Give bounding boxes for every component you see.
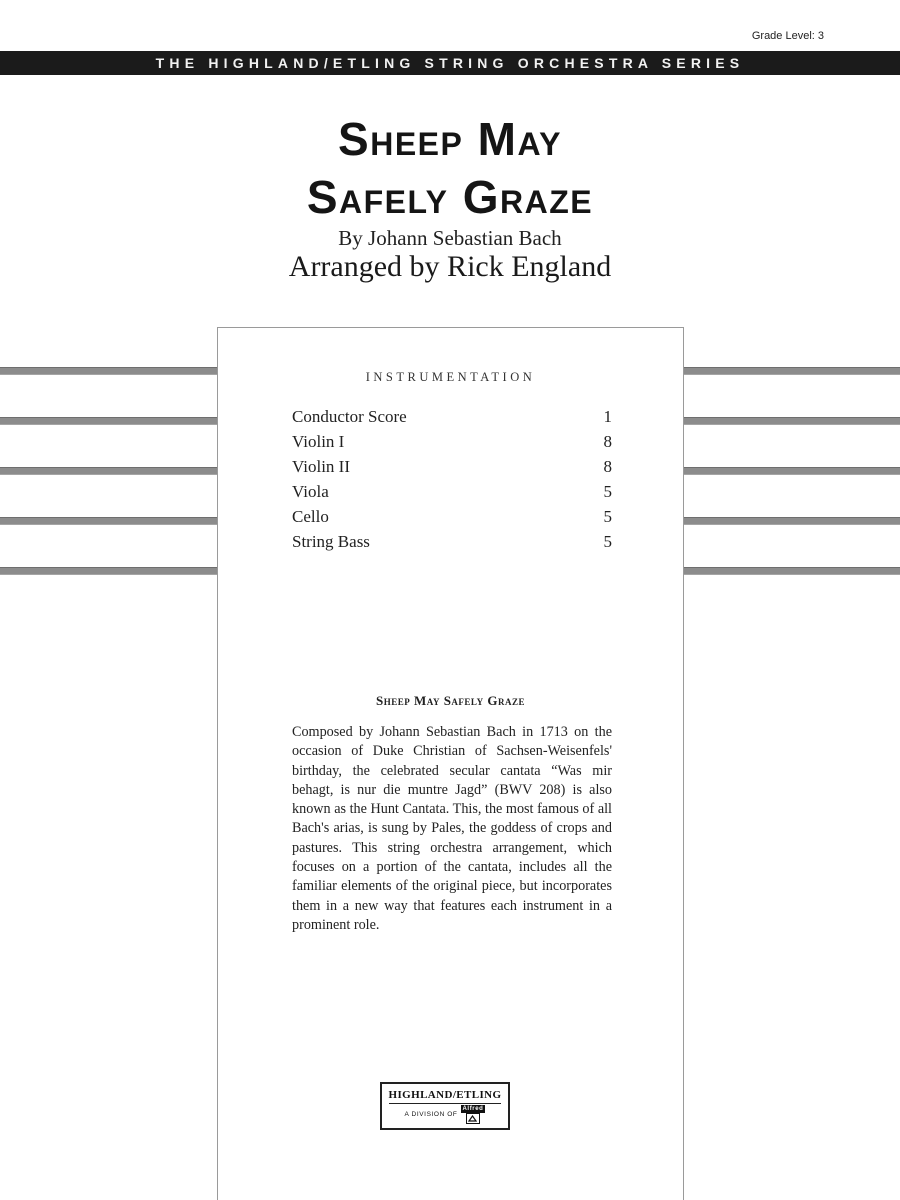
logo-divider <box>389 1103 501 1104</box>
arranger-credit: Arranged by Rick England <box>288 250 612 283</box>
staff-line-left-2 <box>0 417 217 425</box>
description-title: Sheep May Safely Graze <box>376 693 525 708</box>
instrument-name: Viola <box>292 482 329 501</box>
title-line-1: Sheep May <box>338 113 562 165</box>
staff-line-left-1 <box>0 367 217 375</box>
instrument-name: Conductor Score <box>292 407 407 426</box>
instrument-row <box>292 404 612 429</box>
page-title <box>0 110 900 226</box>
staff-line-right-1 <box>684 367 900 375</box>
instrument-quantity: 8 <box>603 432 612 451</box>
instrument-name: Cello <box>292 507 329 526</box>
alfred-logo-icon <box>461 1105 486 1124</box>
instrument-name: Violin I <box>292 432 345 451</box>
alfred-emblem-icon <box>466 1113 480 1124</box>
instrument-quantity: 5 <box>603 532 612 551</box>
publisher-name: HIGHLAND/ETLING <box>388 1089 502 1101</box>
staff-line-right-2 <box>684 417 900 425</box>
content-panel <box>217 327 684 1200</box>
staff-line-left-3 <box>0 467 217 475</box>
instrument-quantity: 8 <box>603 457 612 476</box>
instrumentation-list <box>292 404 612 554</box>
instrument-row <box>292 429 612 454</box>
staff-line-right-3 <box>684 467 900 475</box>
instrument-row <box>292 454 612 479</box>
grade-level: Grade Level: 3 <box>751 30 824 42</box>
staff-line-left-5 <box>0 567 217 575</box>
series-banner: THE HIGHLAND/ETLING STRING ORCHESTRA SERIES <box>0 51 900 75</box>
publisher-division <box>405 1105 486 1124</box>
instrument-quantity: 1 <box>603 407 612 426</box>
staff-line-right-5 <box>684 567 900 575</box>
alfred-wordmark: Alfred <box>462 1106 484 1112</box>
staff-line-right-4 <box>684 517 900 525</box>
title-line-2: Safely Graze <box>306 171 594 223</box>
instrumentation-heading: INSTRUMENTATION <box>365 370 536 384</box>
staff-line-left-4 <box>0 517 217 525</box>
instrument-name: Violin II <box>292 457 350 476</box>
instrument-quantity: 5 <box>603 507 612 526</box>
publisher-logo <box>380 1082 510 1130</box>
instrument-row <box>292 479 612 504</box>
division-text: A DIVISION OF <box>404 1111 458 1118</box>
composer-credit: By Johann Sebastian Bach <box>338 226 562 250</box>
instrument-quantity: 5 <box>603 482 612 501</box>
description-body: Composed by Johann Sebastian Bach in 1713 on the occasion of Duke Christian of Sachsen-Weisenfels' birthday, the celebrated secular cantata “Was mir behagt, is nur die muntre Jagd” (BWV 208) is also known as the Hunt Cantata. This, the most famous of all Bach's arias, is sung by Pales, the goddess of crops and pastures. This string orchestra arrangement, which focuses on a portion of the cantata, includes all the familiar elements of the original piece, but incorporates them in a new way that features each instrument in a prominent role. <box>292 724 612 933</box>
instrument-row <box>292 529 612 554</box>
instrument-name: String Bass <box>292 532 370 551</box>
instrument-row <box>292 504 612 529</box>
